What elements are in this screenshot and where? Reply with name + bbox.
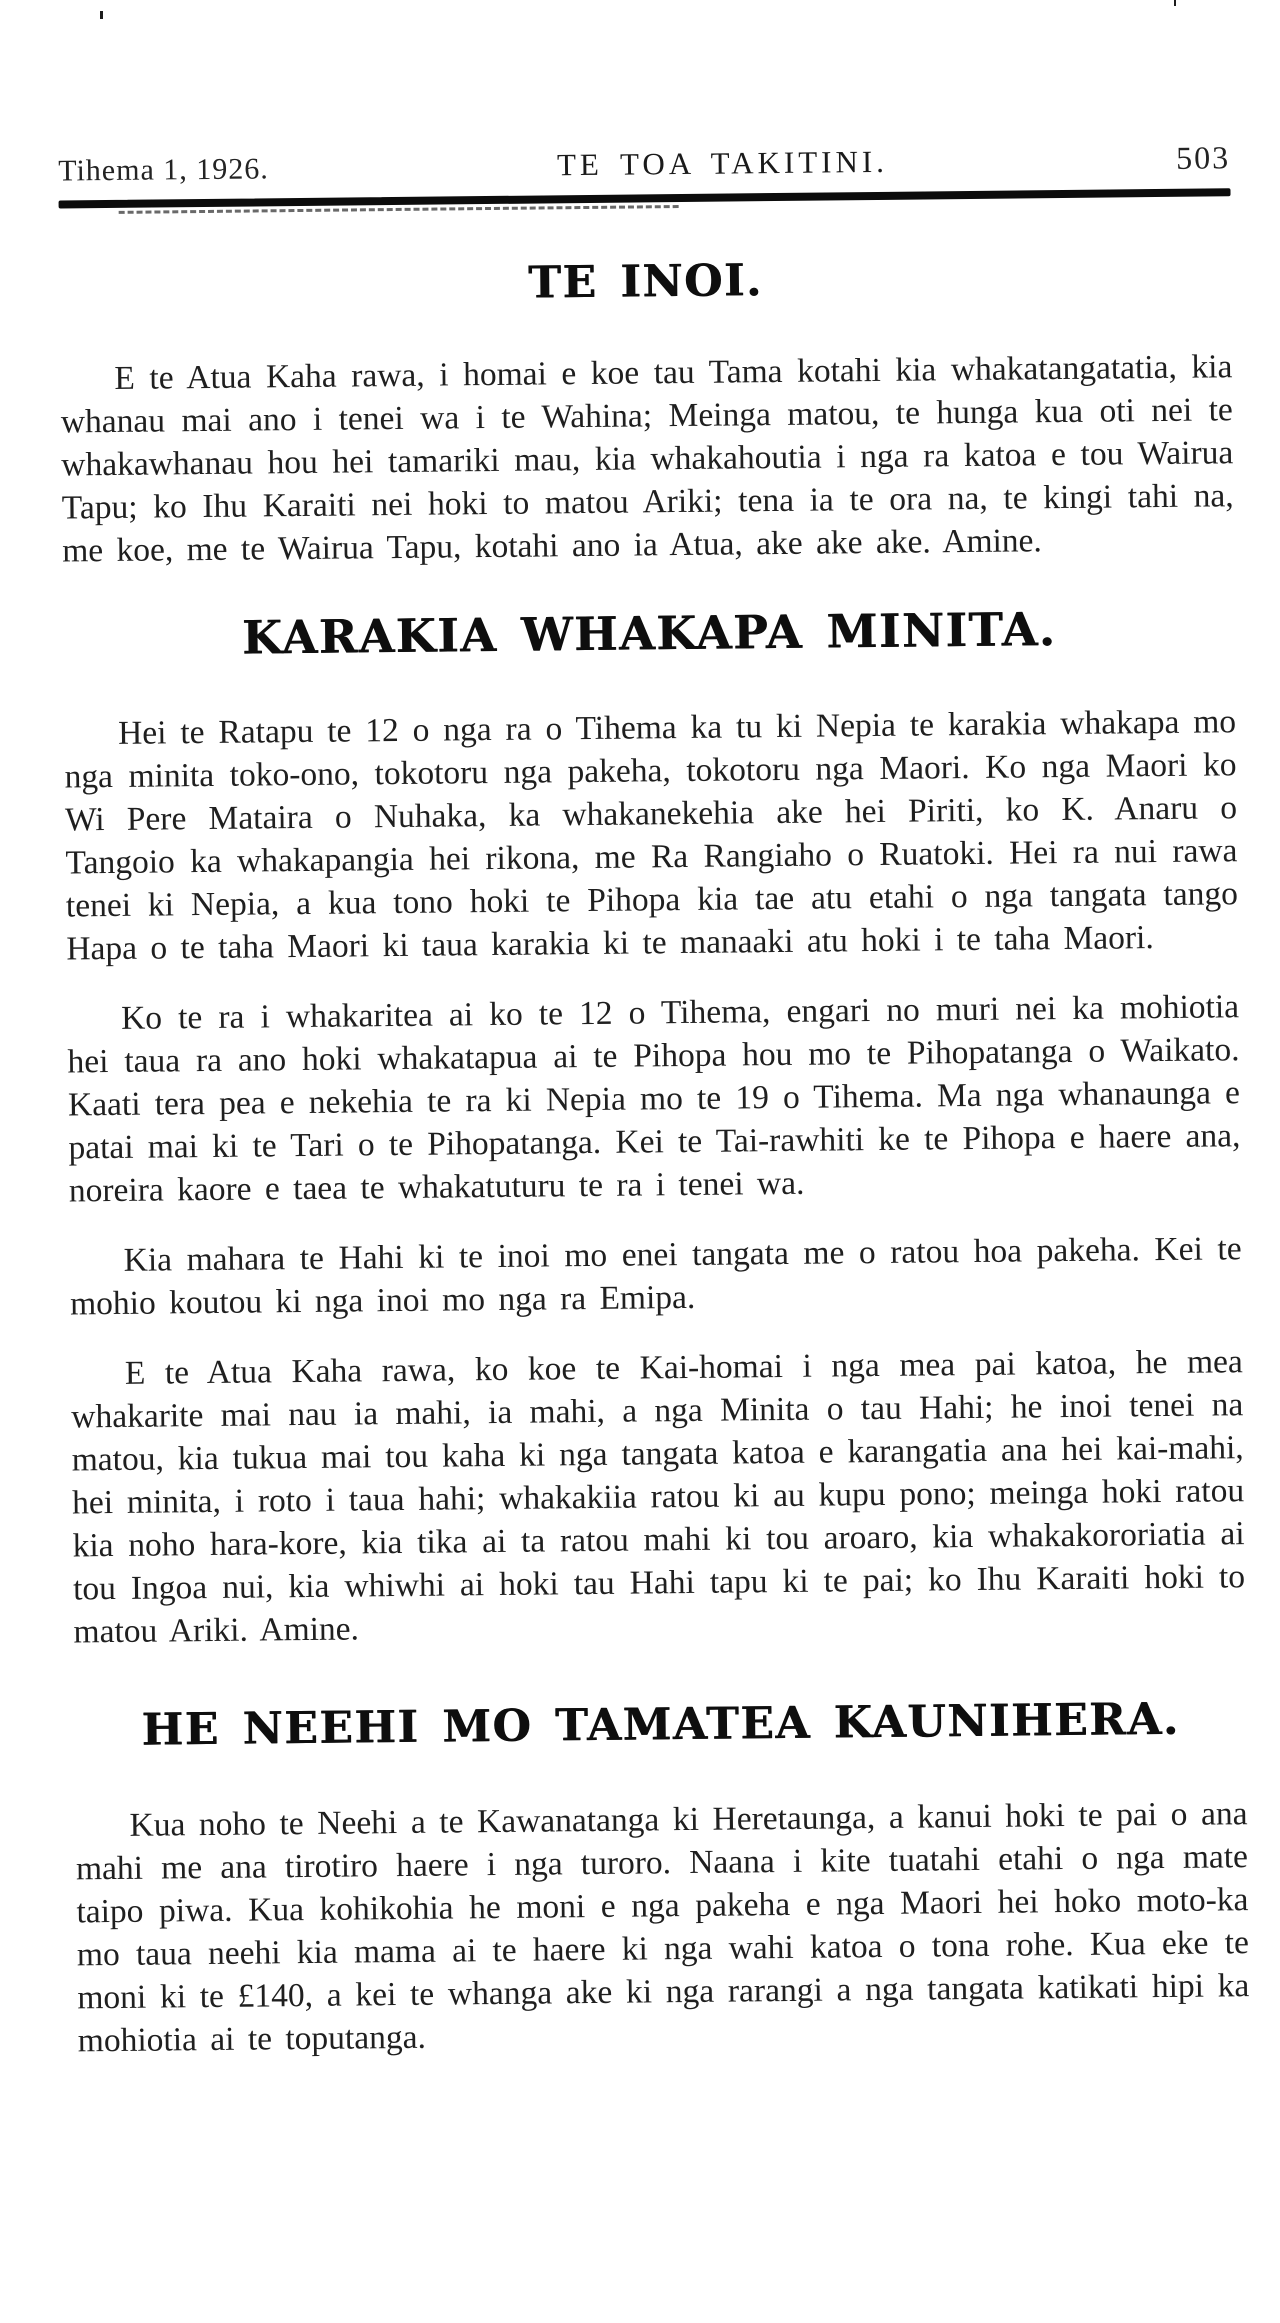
section-heading: TE INOI. bbox=[527, 255, 763, 309]
body-paragraph: Hei te Ratapu te 12 o nga ra o Tihema ka tu ki Nepia te karakia whakapa mo nga minita toko-ono, tokotoru nga pakeha, tokotoru nga Maori. Ko nga Maori ko Wi Pere Mataira o Nuhaka, ka whakanekehia ake hei Piriti, ko K. Anaru o Tangoio ka whakapangia hei rikona, me Ra Rangiaho o Ruatoki. Hei ra nui rawa tenei ki Nepia, a kua tono hoki te Pihopa kia tae atu etahi o nga tangata tango Hapa o te taha Maori ki taua karakia ki te manaaki atu hoki i te taha Maori. bbox=[64, 703, 1239, 968]
page-number: 503 bbox=[1175, 139, 1231, 176]
page-content bbox=[58, 139, 1250, 2089]
section-heading: HE NEEHI MO TAMATEA KAUNIHERA. bbox=[141, 1693, 1180, 1756]
masthead-rule bbox=[59, 188, 1231, 208]
body-paragraph: Kua noho te Neehi a te Kawanatanga ki Heretaunga, a kanui hoki te pai o ana mahi me ana tirotiro haere i nga turoro. Naana i kite tuatahi etahi o nga mate taipo piwa. Kua kohikohia he moni e nga pakeha e nga Maori hei hoko moto-ka mo taua neehi kia mama ai te haere ki nga wahi katoa o tona rohe. Kua eke te moni ki te £140, a kei te whanga ake ki nga rarangi a nga tangata katikati hipi ka mohiotia ai te toputanga. bbox=[75, 1795, 1250, 2060]
scan-artifact-dot bbox=[100, 11, 103, 19]
section-te-inoi bbox=[59, 250, 1234, 572]
journal-title: TE TOA TAKITINI. bbox=[556, 143, 889, 183]
scan-artifact-dot bbox=[1174, 0, 1176, 6]
body-paragraph: Ko te ra i whakaritea ai ko te 12 o Tihema, engari no muri nei ka mohiotia hei taua ra ano hoki whakatapua ai te Pihopa hou mo te Pihopatanga o Waikato. Kaati tera pea e nekehia te ra ki Nepia mo te 19 o Tihema. Ma nga whanaunga e patai mai ki te Tari o te Pihopatanga. Kei te Tai-rawhiti ke te Pihopa e haere ana, noreira kaore e taea te whakatuturu te ra i tenei wa. bbox=[67, 988, 1241, 1210]
body-paragraph: E te Atua Kaha rawa, i homai e koe tau Tama kotahi kia whakatangatatia, kia whanau mai ano i tenei wa i te Wahina; Meinga matou, te hunga kua oti nei te whakawhanau hou hei tamariki mau, kia whakahoutia i nga ra katoa e tou Wairua Tapu; ko Ihu Karaiti nei hoki to matou Ariki; tena ia te ora na, te kingi tahi na, me koe, me te Wairua Tapu, kotahi ano ia Atua, ake ake ake. Amine. bbox=[60, 348, 1234, 570]
section-karakia-whakapa-minita bbox=[63, 600, 1246, 1653]
section-he-neehi bbox=[74, 1693, 1250, 2062]
body-paragraph: Kia mahara te Hahi ki te inoi mo enei tangata me o ratou hoa pakeha. Kei te mohio koutou ki nga inoi mo nga ra Emipa. bbox=[69, 1230, 1242, 1323]
body-paragraph: E te Atua Kaha rawa, ko koe te Kai-homai i nga mea pai katoa, he mea whakarite mai nau ia mahi, ia mahi, a nga Minita o tau Hahi; he inoi tenei na matou, kia tukua mai tou kaha ki nga tangata katoa e karangatia ana hei kai-mahi, hei minita, i roto i taua hahi; whakakiia ratou ki au kupu pono; meinga hoki ratou kia noho hara-kore, kia tika ai ta ratou mahi ki tou aroaro, kia whakakororiatia ai tou Ingoa nui, kia whiwhi ai hoki tau Hahi tapu ki te pai; ko Ihu Karaiti hoki to matou Ariki. Amine. bbox=[71, 1343, 1246, 1651]
issue-date: Tihema 1, 1926. bbox=[58, 152, 269, 188]
masthead bbox=[58, 139, 1230, 188]
section-heading: KARAKIA WHAKAPA MINITA. bbox=[241, 602, 1057, 665]
